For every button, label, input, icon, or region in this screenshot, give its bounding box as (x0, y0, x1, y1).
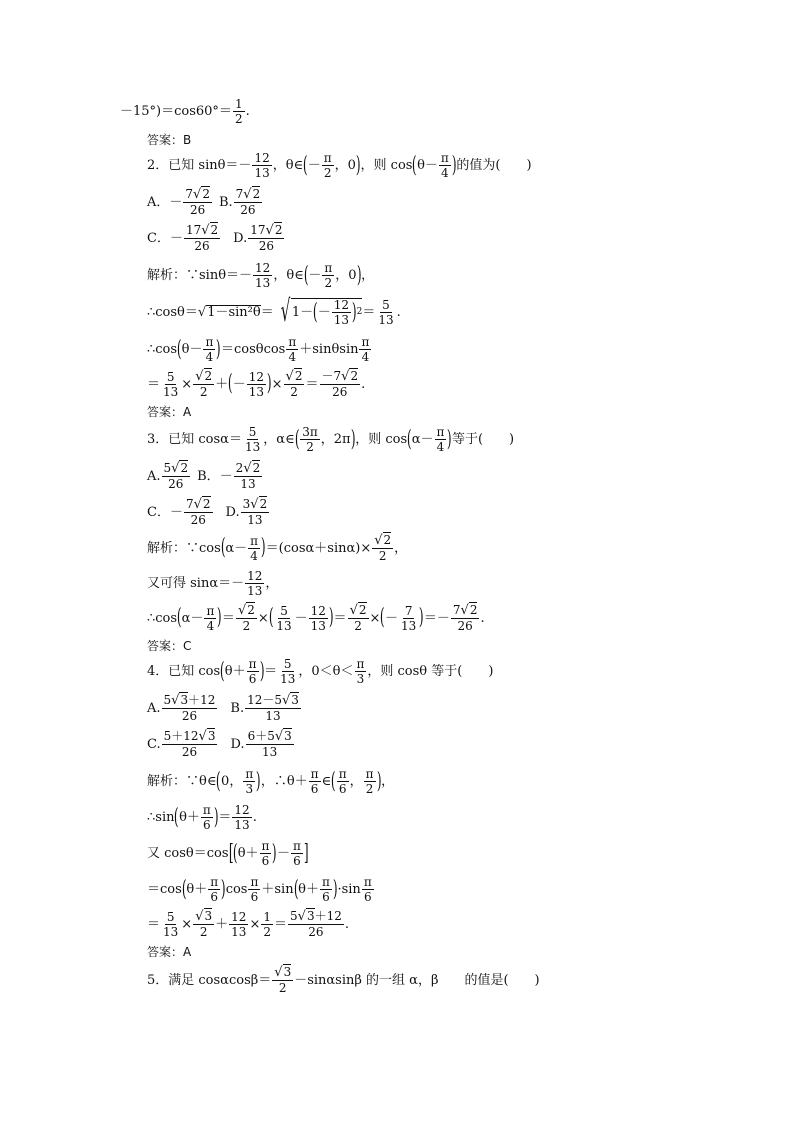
solution-3-line-3: ∴cos ( α－ $\frac{\pi}{4}$ ) ＝ $\frac{√2}{2}$ × ( $\frac{5}{13}$ － $\frac{12}{13}$ ) ＝ $\frac{√2}{2}$ × ( － $\frac{7}{13}$ ) ＝－ $\frac{7√2}{26}$ . (147, 603, 485, 633)
solution-2-line-1: 解析：∵sinθ＝－ $\frac{12}{13}$ ，θ∈ ( － $\frac{\pi}{2}$ ，0 ) ， (147, 261, 375, 290)
solution-2-line-3: ∴cos ( θ－ $\frac{\pi}{4}$ ) ＝cosθcos $\frac{\pi}{4}$ ＋sinθsin $\frac{\pi}{4}$ (147, 335, 370, 364)
answer-2: 答案： A (147, 405, 192, 419)
option-row-AB: A. $\frac{5√3+12}{26}$ B. $\frac{12-5√3}{13}$ (147, 693, 299, 723)
solution-4-line-5: ＝ $\frac{5}{13}$ × $\frac{√3}{2}$ ＋ $\frac{12}{13}$ × $\frac{1}{2}$ ＝ $\frac{5√3+12}{26}$ . (147, 909, 349, 939)
question-3: 3．已知 cosα＝ $\frac{5}{13}$ ，α∈ ( $\frac{3\pi}{2}$ ，2π ) ，则 cos ( α－ $\frac{\pi}{4}$ ) 等于( ) (147, 425, 515, 454)
option-row-AB: A. $\frac{5√2}{26}$ B．－ $\frac{2√2}{13}$ (147, 461, 261, 491)
solution-2-line-2: ∴cosθ＝ √ 1－sin²θ ＝ √ 1－ ( － $\frac{12}{13}$ ) 2 ＝ $\frac{5}{13}$ . (147, 294, 401, 329)
option-row-CD: C．－ $\frac{17√2}{26}$ D. $\frac{17√2}{26}$ (147, 223, 283, 253)
question-4: 4．已知 cos ( θ＋ $\frac{\pi}{6}$ ) ＝ $\frac{5}{13}$ ，0＜θ＜ $\frac{\pi}{3}$ ，则 cosθ 等于( ) (147, 657, 494, 686)
solution-3-line-1: 解析：∵cos ( α－ $\frac{\pi}{4}$ ) ＝(cosα＋sinα)× $\frac{√2}{2}$ ， (147, 533, 408, 563)
solution-4-line-4: ＝cos ( θ＋ $\frac{\pi}{6}$ ) cos $\frac{\pi}{6}$ ＋sin ( θ＋ $\frac{\pi}{6}$ ) ·sin $\frac{\pi}{6}$ (147, 875, 372, 904)
continued-line: －15°)＝cos60°＝ $\frac{1}{2}$ . (120, 97, 250, 126)
option-row-AB: A．－ $\frac{7√2}{26}$ B. $\frac{7√2}{26}$ (147, 187, 261, 217)
solution-2-line-4: ＝ $\frac{5}{13}$ × $\frac{√2}{2}$ ＋ ( － $\frac{12}{13}$ ) × $\frac{√2}{2}$ ＝ $\frac{-7√2}{26}$ . (147, 369, 366, 399)
option-row-CD: C．－ $\frac{7√2}{26}$ D. $\frac{3√2}{13}$ (147, 497, 268, 527)
question-5: 5．满足 cosαcosβ＝ $\frac{√3}{2}$ －sinαsinβ 的一组 α，β 的值是( ) (147, 965, 540, 995)
answer-4: 答案： A (147, 945, 192, 959)
answer-3: 答案： C (147, 639, 192, 653)
solution-4-line-2: ∴sin ( θ＋ $\frac{\pi}{6}$ ) ＝ $\frac{12}{13}$ . (147, 803, 257, 832)
fraction: $\frac{1}{2}$ (234, 97, 243, 126)
option-row-CD: C. $\frac{5+12√3}{26}$ D. $\frac{6+5√3}{13}$ (147, 729, 292, 759)
solution-3-line-2: 又可得 sinα＝－ $\frac{12}{13}$ ， (147, 569, 279, 598)
solution-4-line-3: 又 cosθ＝cos [ ( θ＋ $\frac{\pi}{6}$ ) － $\frac{\pi}{6}$ ] (147, 839, 309, 868)
solution-4-line-1: 解析：∵θ∈ ( 0， $\frac{\pi}{3}$ ) ，∴θ＋ $\frac{\pi}{6}$ ∈ ( $\frac{\pi}{6}$ ， $\frac{\pi}{2}$ ) ， (147, 767, 395, 796)
answer-1: 答案： B (147, 133, 192, 147)
question-2: 2．已知 sinθ＝－ $\frac{12}{13}$ ，θ∈ ( － $\frac{\pi}{2}$ ，0 ) ，则 cos ( θ－ $\frac{\pi}{4}$ ) 的值为( ) (147, 151, 532, 180)
